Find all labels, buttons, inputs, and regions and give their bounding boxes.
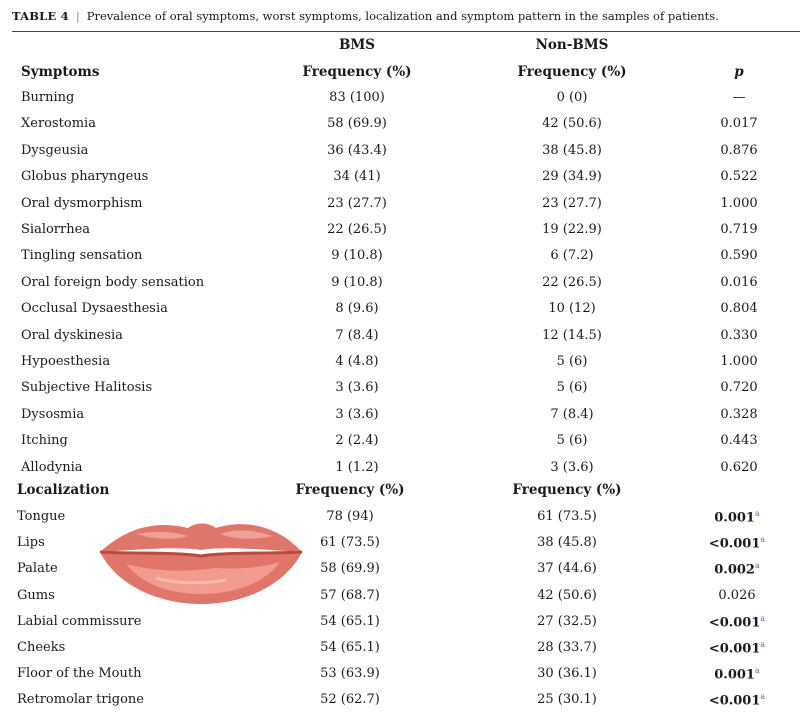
localization-p-cell [697, 614, 777, 630]
localization-non-bms-frequency: 61 (73.5) [537, 509, 597, 524]
localization-name: Floor of the Mouth [17, 666, 142, 682]
localization-header-label: Localization [17, 482, 110, 498]
localization-non-bms-frequency: 37 (44.6) [537, 561, 597, 577]
symptom-p-value: 0.590 [720, 248, 758, 264]
symptom-non-bms-frequency: 38 (45.8) [542, 142, 602, 158]
localization-p-cell [697, 561, 777, 577]
symptom-non-bms-frequency: 12 (14.5) [542, 327, 602, 343]
localization-name: Cheeks [17, 640, 66, 655]
localization-p-cell [697, 692, 777, 708]
localization-p-value: 0.001 [714, 667, 755, 683]
symptom-p-value: 1.000 [720, 354, 758, 369]
symptom-p-value: 0.522 [720, 169, 758, 185]
symptom-bms-frequency: 36 (43.4) [327, 142, 387, 158]
localization-bms-frequency: 54 (65.1) [320, 640, 380, 655]
symptom-p-value: 0.719 [720, 222, 758, 237]
localization-p-cell [697, 509, 777, 525]
symptom-p-value: 0.330 [720, 327, 758, 343]
symptom-name: Itching [21, 433, 68, 449]
symptom-p-value: 0.720 [720, 380, 758, 396]
caption-text: Prevalence of oral symptoms, worst symptoms, localization and symptom pattern in the samples of patients. [86, 9, 719, 23]
symptom-p-value: 0.443 [720, 433, 758, 449]
group-header-bms: BMS [338, 37, 376, 53]
significance-superscript: a [760, 692, 766, 702]
symptom-name: Dysosmia [21, 406, 85, 422]
localization-bms-frequency: 78 (94) [326, 509, 374, 524]
symptom-non-bms-frequency: 23 (27.7) [542, 195, 602, 211]
symptom-bms-frequency: 9 (10.8) [331, 248, 383, 264]
symptom-non-bms-frequency: 29 (34.9) [542, 169, 602, 185]
table-caption [12, 9, 792, 23]
symptom-p-value: 0.620 [720, 459, 758, 475]
symptom-p-value: 1.000 [720, 195, 758, 211]
localization-name: Tongue [17, 509, 66, 524]
significance-superscript: a [760, 535, 766, 545]
localization-header-bms: Frequency (%) [295, 482, 405, 498]
localization-p-value: <0.001 [708, 536, 761, 552]
significance-superscript: a [754, 509, 760, 518]
caption-separator: | [75, 9, 80, 23]
symptom-name: Allodynia [21, 459, 83, 475]
localization-p-value: 0.026 [718, 587, 756, 603]
table-top-rule [12, 31, 800, 32]
symptom-p-value: 0.017 [720, 116, 758, 132]
localization-non-bms-frequency: 25 (30.1) [537, 692, 597, 708]
localization-header-non-bms: Frequency (%) [512, 482, 622, 498]
symptom-non-bms-frequency: 7 (8.4) [550, 406, 594, 422]
symptom-p-value: 0.328 [720, 406, 758, 422]
symptom-name: Occlusal Dysaesthesia [21, 301, 168, 317]
symptom-name: Oral foreign body sensation [21, 274, 205, 290]
localization-bms-frequency: 53 (63.9) [320, 666, 380, 682]
localization-name: Retromolar trigone [17, 692, 144, 708]
localization-p-cell [697, 640, 777, 656]
symptoms-header-non-bms: Frequency (%) [517, 64, 627, 80]
lips-illustration [96, 512, 306, 608]
significance-superscript: a [760, 640, 766, 649]
symptom-bms-frequency: 4 (4.8) [335, 354, 379, 369]
localization-bms-frequency: 58 (69.9) [320, 561, 380, 577]
symptom-non-bms-frequency: 10 (12) [548, 301, 596, 317]
symptom-name: Dysgeusia [21, 142, 89, 158]
symptom-bms-frequency: 34 (41) [333, 169, 381, 185]
localization-p-value: <0.001 [708, 693, 761, 709]
localization-bms-frequency: 57 (68.7) [320, 587, 380, 603]
significance-superscript: a [760, 613, 766, 623]
symptom-name: Sialorrhea [21, 222, 91, 237]
localization-non-bms-frequency: 42 (50.6) [537, 587, 597, 603]
symptoms-header-bms: Frequency (%) [302, 64, 412, 80]
symptom-name: Oral dyskinesia [21, 327, 123, 343]
symptom-bms-frequency: 83 (100) [329, 90, 385, 105]
table-label: TABLE 4 [12, 9, 69, 23]
significance-superscript: a [754, 561, 760, 571]
localization-p-value: 0.002 [714, 562, 755, 578]
symptom-bms-frequency: 2 (2.4) [335, 433, 379, 449]
localization-name: Gums [17, 587, 55, 603]
localization-p-value: 0.001 [714, 510, 755, 526]
symptom-non-bms-frequency: 5 (6) [556, 433, 588, 449]
symptoms-header-label: Symptoms [21, 64, 100, 80]
symptom-name: Burning [21, 90, 75, 105]
symptom-name: Xerostomia [21, 116, 96, 132]
localization-bms-frequency: 61 (73.5) [320, 535, 380, 551]
symptom-non-bms-frequency: 42 (50.6) [542, 116, 602, 132]
localization-p-value: <0.001 [708, 641, 761, 657]
localization-name: Palate [17, 561, 58, 577]
localization-bms-frequency: 54 (65.1) [320, 613, 380, 629]
localization-name: Labial commissure [17, 613, 142, 629]
symptom-non-bms-frequency: 22 (26.5) [542, 274, 602, 290]
symptom-bms-frequency: 9 (10.8) [331, 274, 383, 290]
localization-p-cell [697, 535, 777, 551]
localization-bms-frequency: 52 (62.7) [320, 692, 380, 708]
symptom-non-bms-frequency: 6 (7.2) [550, 248, 594, 264]
symptom-name: Globus pharyngeus [21, 169, 149, 185]
symptom-bms-frequency: 7 (8.4) [335, 327, 379, 343]
symptom-bms-frequency: 1 (1.2) [335, 459, 379, 475]
symptom-p-value: 0.016 [720, 274, 758, 290]
symptom-name: Hypoesthesia [21, 354, 111, 369]
localization-non-bms-frequency: 27 (32.5) [537, 613, 597, 629]
localization-name: Lips [17, 535, 45, 551]
symptom-non-bms-frequency: 19 (22.9) [542, 222, 602, 237]
localization-non-bms-frequency: 28 (33.7) [537, 640, 597, 655]
localization-p-value: <0.001 [708, 615, 761, 631]
symptom-non-bms-frequency: 5 (6) [556, 354, 588, 369]
localization-p-cell [697, 666, 777, 682]
symptom-non-bms-frequency: 5 (6) [556, 380, 588, 396]
symptom-non-bms-frequency: 0 (0) [556, 90, 588, 105]
symptom-bms-frequency: 22 (26.5) [327, 222, 387, 237]
group-header-non-bms: Non-BMS [535, 37, 609, 53]
symptom-name: Subjective Halitosis [21, 380, 153, 396]
symptoms-header-p: p [734, 64, 744, 80]
symptom-p-value: — [732, 90, 746, 105]
symptom-bms-frequency: 3 (3.6) [335, 380, 379, 396]
symptom-bms-frequency: 8 (9.6) [335, 301, 379, 317]
symptom-bms-frequency: 3 (3.6) [335, 406, 379, 422]
symptom-p-value: 0.804 [720, 301, 758, 317]
localization-non-bms-frequency: 38 (45.8) [537, 535, 597, 551]
symptom-bms-frequency: 23 (27.7) [327, 195, 387, 211]
significance-superscript: a [754, 666, 760, 676]
symptom-bms-frequency: 58 (69.9) [327, 116, 387, 132]
localization-p-cell [697, 588, 777, 603]
symptom-p-value: 0.876 [720, 142, 758, 158]
localization-non-bms-frequency: 30 (36.1) [537, 666, 597, 682]
symptom-non-bms-frequency: 3 (3.6) [550, 459, 594, 475]
symptom-name: Oral dysmorphism [21, 195, 143, 211]
symptom-name: Tingling sensation [21, 248, 143, 264]
